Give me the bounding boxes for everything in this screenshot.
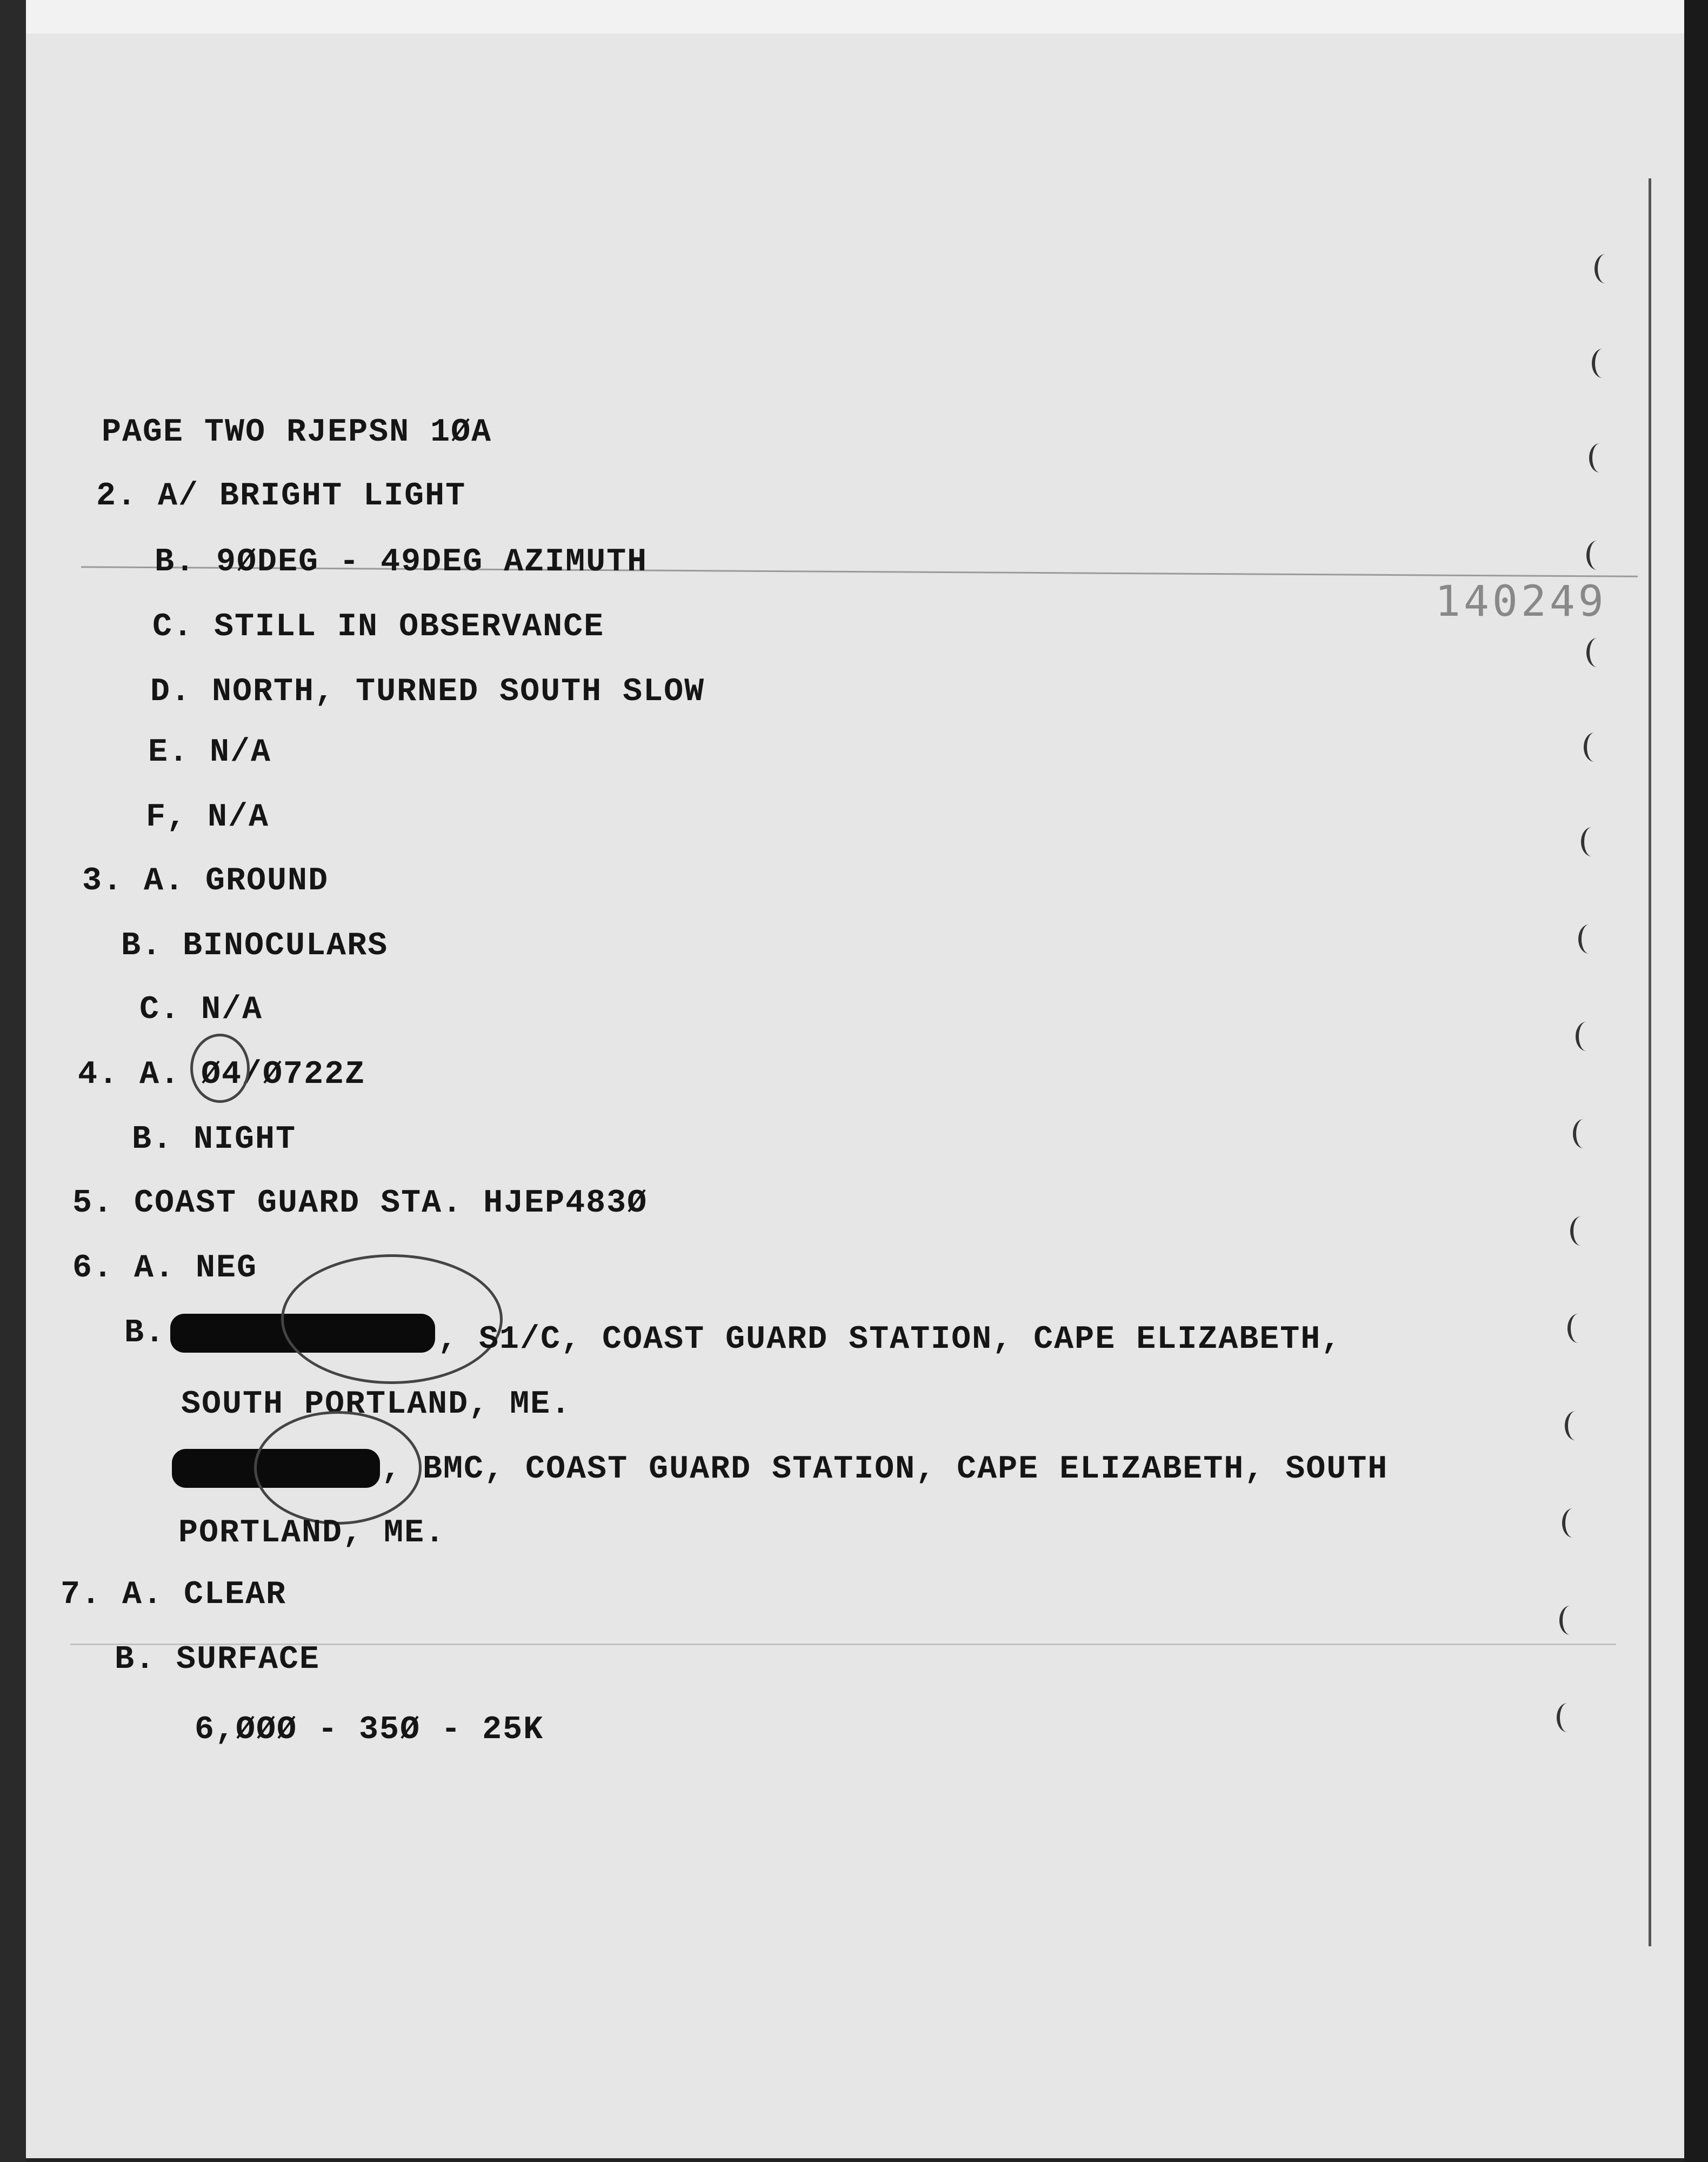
item-6b-line2: SOUTH PORTLAND, ME. [181,1386,572,1423]
item-2d: D. NORTH, TURNED SOUTH SLOW [150,674,705,710]
item-2c: C. STILL IN OBSERVANCE [152,609,605,646]
teletype-page [26,34,1684,2158]
feed-hole [1578,924,1600,954]
item-6b-line4: PORTLAND, ME. [178,1515,446,1552]
document-number-stamp: 140249 [1435,577,1607,626]
feed-hole [1594,254,1616,283]
hand-circle-mark [190,1034,250,1103]
scan-right-edge [1684,0,1708,2162]
item-5: 5. COAST GUARD STA. HJEP483Ø [72,1185,648,1222]
item-7a: 7. A. CLEAR [61,1576,287,1613]
item-4b: B. NIGHT [132,1121,297,1158]
item-7c: 6,ØØØ - 35Ø - 25K [195,1712,544,1748]
item-3a: 3. A. GROUND [82,863,329,900]
item-6a: 6. A. NEG [72,1250,258,1287]
feed-hole [1562,1508,1584,1538]
feed-hole [1570,1216,1592,1246]
feed-hole [1586,638,1608,667]
feed-hole [1589,443,1611,473]
hand-scribble-mark [281,1254,503,1384]
item-3b: B. BINOCULARS [121,928,389,964]
feed-hole [1592,349,1613,378]
feed-hole [1573,1119,1594,1148]
feed-hole [1576,1022,1597,1051]
item-6b-prefix: B. [124,1315,166,1352]
item-3c: C. N/A [139,992,263,1028]
item-6b-line3: , BMC, COAST GUARD STATION, CAPE ELIZABETH, SOUTH [382,1451,1389,1488]
feed-hole [1565,1411,1586,1440]
feed-hole [1559,1606,1581,1635]
feed-hole [1557,1703,1578,1732]
item-7b: B. SURFACE [115,1641,321,1678]
item-2e: E. N/A [148,734,272,771]
feed-hole [1584,733,1605,762]
item-4a: 4. A. Ø4/Ø722Z [78,1056,366,1093]
scan-left-edge [0,0,26,2162]
feed-hole [1567,1314,1589,1343]
item-6b-line1: , S1/C, COAST GUARD STATION, CAPE ELIZABETH, [438,1321,1342,1358]
page-header: PAGE TWO RJEPSN 1ØA [102,414,492,451]
scan-top-edge [0,0,1708,34]
feed-hole [1586,541,1608,570]
perforation-line [1649,178,1651,1946]
feed-hole [1581,827,1603,856]
item-2f: F, N/A [146,799,270,836]
item-2b: B. 9ØDEG - 49DEG AZIMUTH [155,544,648,581]
item-2a: 2. A/ BRIGHT LIGHT [96,478,466,515]
